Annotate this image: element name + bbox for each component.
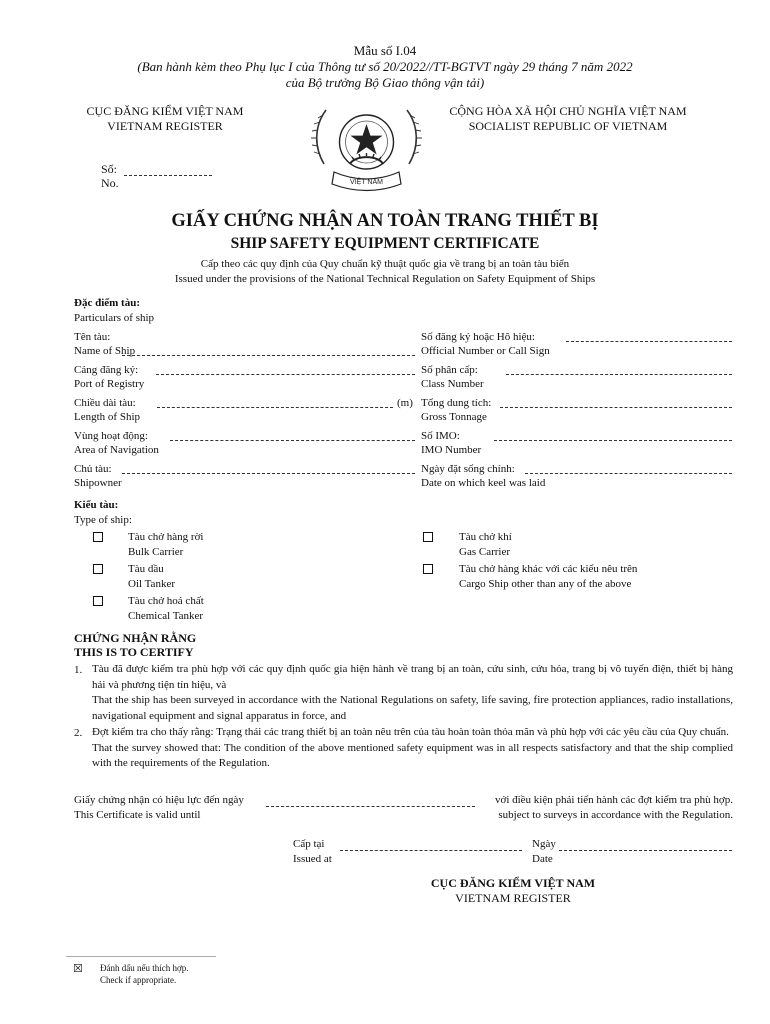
item-1-text [92, 662, 733, 724]
footnote-en: Check if appropriate. [100, 975, 177, 985]
oil-tanker-checkbox[interactable] [93, 564, 103, 574]
navigation-area-label-en: Area of Navigation [74, 444, 159, 456]
other-cargo-ship-label-en: Cargo Ship other than any of the above [459, 578, 632, 590]
port-registry-field[interactable] [156, 374, 415, 375]
port-registry-label-en: Port of Registry [74, 378, 145, 390]
national-emblem-icon [304, 102, 429, 194]
particulars-heading-en: Particulars of ship [74, 312, 155, 324]
footnote-vn: Đánh dấu nếu thích hợp. [100, 963, 189, 973]
particulars-heading-vn: Đặc điểm tàu: [74, 297, 140, 309]
validity-label-en: This Certificate is valid until [74, 809, 201, 821]
imo-number-field[interactable] [494, 440, 732, 441]
chemical-tanker-label-vn: Tàu chở hoá chất [128, 595, 204, 607]
item-1-number: 1. [74, 664, 83, 676]
date-label-vn: Ngày [532, 838, 556, 850]
navigation-area-field[interactable] [170, 440, 415, 441]
item-1-text-en: That the ship has been surveyed in accordance with the National Regulations on safety, life saving, fire protection appliances, radio installations, navigational equipment and signal apparatus in force, and [92, 694, 733, 722]
issuance-line-2: của Bộ trưởng Bộ Giao thông vận tải) [285, 75, 485, 90]
issue-date-field[interactable] [559, 850, 732, 851]
checked-box-icon: ☒ [73, 962, 83, 975]
ship-name-label-en: Name of Ship [74, 345, 136, 357]
shipowner-label-vn: Chủ tàu: [74, 463, 112, 475]
gross-tonnage-label-vn: Tổng dung tích: [421, 397, 492, 409]
item-1-text-vn: Tàu đã được kiểm tra phù hợp với các quy định quốc gia hiện hành về trang bị an toàn, cứu sinh, cứu hỏa, trang bị vô tuyến điện, thiết bị hàng hải và phương tiện tín hiệu, và [92, 663, 733, 691]
bulk-carrier-label-en: Bulk Carrier [128, 546, 184, 558]
issued-at-field[interactable] [340, 850, 522, 851]
issuance-line-1: (Ban hành kèm theo Phụ lục I của Thông tư số 20/2022//TT-BGTVT ngày 29 tháng 7 năm 2022 [137, 59, 633, 74]
other-cargo-ship-label-vn: Tàu chở hàng khác với các kiểu nêu trên [459, 563, 638, 575]
validity-condition-vn: với điều kiện phải tiến hành các đợt kiểm tra phù hợp. [495, 794, 733, 806]
gas-carrier-checkbox[interactable] [423, 532, 433, 542]
port-registry-label-vn: Cảng đăng ký: [74, 364, 139, 376]
shipowner-label-en: Shipowner [74, 477, 122, 489]
chemical-tanker-label-en: Chemical Tanker [128, 610, 204, 622]
chemical-tanker-checkbox[interactable] [93, 596, 103, 606]
navigation-area-label-vn: Vùng hoạt động: [74, 430, 148, 442]
country-name-en: SOCIALIST REPUBLIC OF VIETNAM [468, 119, 668, 133]
other-cargo-ship-checkbox[interactable] [423, 564, 433, 574]
country-name-vn: CỘNG HÒA XÃ HỘI CHỦ NGHĨA VIỆT NAM [449, 104, 687, 118]
gas-carrier-label-en: Gas Carrier [459, 546, 511, 558]
number-label-vn: Số: [101, 162, 118, 176]
agency-name-vn: CỤC ĐĂNG KIỂM VIỆT NAM [86, 104, 244, 118]
keel-date-label-vn: Ngày đặt sống chính: [421, 463, 515, 475]
ship-length-label-en: Length of Ship [74, 411, 140, 423]
item-2-text [92, 725, 733, 772]
date-label-en: Date [532, 853, 553, 865]
title-vn: GIẤY CHỨNG NHẬN AN TOÀN TRANG THIẾT BỊ [171, 211, 599, 231]
bulk-carrier-checkbox[interactable] [93, 532, 103, 542]
class-number-label-en: Class Number [421, 378, 484, 390]
gross-tonnage-field[interactable] [500, 407, 732, 408]
oil-tanker-label-en: Oil Tanker [128, 578, 175, 590]
emblem-ribbon-text: VIỆT NAM [350, 179, 383, 186]
ship-type-heading-vn: Kiểu tàu: [74, 499, 119, 511]
validity-label-vn: Giấy chứng nhận có hiệu lực đến ngày [74, 794, 244, 806]
ship-name-field[interactable] [122, 355, 415, 356]
oil-tanker-label-vn: Tàu dầu [128, 563, 164, 575]
official-number-field[interactable] [566, 341, 732, 342]
ship-length-field[interactable] [157, 407, 393, 408]
class-number-field[interactable] [506, 374, 732, 375]
item-2-text-en: That the survey showed that: The condition of the above mentioned safety equipment was in all respects satisfactory and that the ship complied with the requirements of the Regulation. [92, 741, 733, 769]
official-number-label-vn: Số đăng ký hoặc Hô hiệu: [421, 331, 535, 343]
issued-at-label-vn: Cấp tại [293, 838, 325, 850]
ship-name-label-vn: Tên tàu: [74, 331, 111, 343]
keel-date-label-en: Date on which keel was laid [421, 477, 546, 489]
form-number: Mẫu số I.04 [353, 43, 417, 58]
footnote-separator [66, 956, 216, 957]
ship-type-heading-en: Type of ship: [74, 514, 132, 526]
imo-number-label-vn: Số IMO: [421, 430, 460, 442]
number-field[interactable] [124, 175, 212, 176]
signatory-vn: CỤC ĐĂNG KIỂM VIỆT NAM [430, 876, 596, 890]
keel-date-field[interactable] [525, 473, 732, 474]
subtitle-en: Issued under the provisions of the National Technical Regulation on Safety Equipment of Ships [174, 273, 596, 285]
ship-length-label-vn: Chiều dài tàu: [74, 397, 136, 409]
certify-heading-vn: CHỨNG NHẬN RẰNG [74, 631, 197, 645]
validity-condition-en: subject to surveys in accordance with the Regulation. [498, 809, 733, 821]
number-label-en: No. [101, 176, 119, 190]
signatory-en: VIETNAM REGISTER [455, 891, 571, 905]
shipowner-field[interactable] [122, 473, 415, 474]
certify-heading-en: THIS IS TO CERTIFY [74, 645, 194, 659]
official-number-label-en: Official Number or Call Sign [421, 345, 550, 357]
class-number-label-vn: Số phân cấp: [421, 364, 478, 376]
subtitle-vn: Cấp theo các quy định của Quy chuẩn kỹ thuật quốc gia về trang bị an toàn tàu biển [200, 258, 570, 270]
agency-name-en: VIETNAM REGISTER [107, 119, 223, 133]
gross-tonnage-label-en: Gross Tonnage [421, 411, 487, 423]
gas-carrier-label-vn: Tàu chở khí [459, 531, 512, 543]
item-2-text-vn: Đợt kiểm tra cho thấy rằng: Trạng thái các trang thiết bị an toàn nêu trên của tàu hoàn toàn thỏa mãn và phù hợp với các yêu cầu của Quy chuẩn. [92, 726, 729, 738]
valid-until-field[interactable] [266, 806, 475, 807]
item-2-number: 2. [74, 727, 83, 739]
bulk-carrier-label-vn: Tàu chở hàng rời [128, 531, 204, 543]
imo-number-label-en: IMO Number [421, 444, 482, 456]
ship-length-unit: (m) [397, 397, 413, 409]
title-en: SHIP SAFETY EQUIPMENT CERTIFICATE [230, 235, 540, 252]
issued-at-label-en: Issued at [293, 853, 332, 865]
